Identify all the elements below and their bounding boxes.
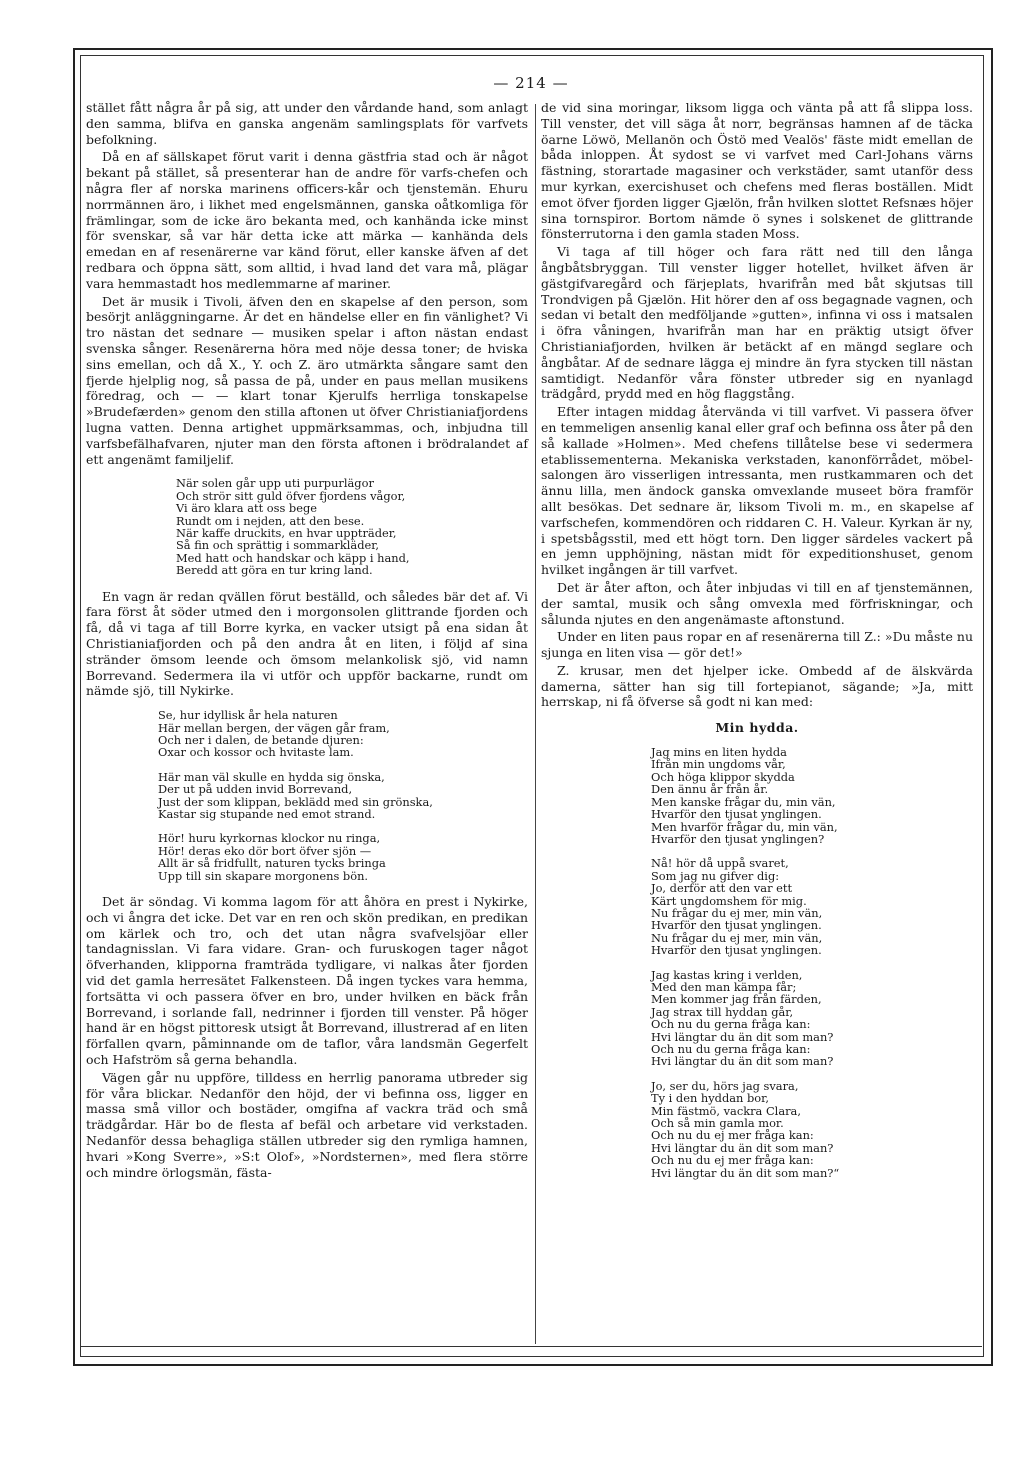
paragraph: Z. krusar, men det hjelper icke. Ombedd af de älskvärda damerna, sätter han sig till fortepianot, sägande; »Ja, mitt herrskap, ni få öfverse så godt ni kan med: xyxy=(541,662,973,710)
poem-line: Här man väl skulle en hydda sig önska, xyxy=(158,769,385,784)
paragraph: Efter intagen middag återvända vi till varfvet. Vi passera öfver en temmeligen ansenlig kanal eller graf och befinna oss åter på den så kallade »Holmen». Med chefens tillåtelse bese vi sedermera etablissementerna. Mekaniska verkstaden, kanonförrådet, möbel-salongen äro visserligen intressanta, men rustkammaren och det ännu lilla, men ändock ganska omvexlande museet böra framför allt besökas. Det sednare är, liksom Tivoli m. m., en skapelse af varfschefen, kommendören och riddaren C. H. Valeur. Kyrkan är ny, i spetsbågsstil, med ett högt torn. Den ligger särdeles vackert på en jemn upphöjning, nästan midt för expeditionshuset, genom hvilket ingången är till varfvet. xyxy=(541,404,973,578)
poem-line: Med den man kämpa får; xyxy=(651,979,797,994)
bottom-rule xyxy=(80,1346,982,1347)
poem-line: Jag mins en liten hydda xyxy=(651,745,787,760)
poem-line: Der ut på udden invid Borrevand, xyxy=(158,782,353,797)
poem-stanza xyxy=(651,969,973,1068)
left-column xyxy=(86,100,528,1182)
poem-line: Och höga klippor skydda xyxy=(651,769,795,784)
poem-line: Ifrån min ungdoms vår, xyxy=(651,757,786,772)
poem-line: Som jag nu gifver dig: xyxy=(651,868,780,883)
poem-line: Den ännu år från år. xyxy=(651,782,769,797)
poem-line: Nu frågar du ej mer, min vän, xyxy=(651,930,823,945)
poem-stanza xyxy=(651,746,973,845)
poem-line: Och strör sitt guld öfver fjordens vågor, xyxy=(176,488,406,503)
poem-line: Hvi längtar du än dit som man?“ xyxy=(651,1165,840,1180)
poem-line: Hör! deras eko dör bort öfver sjön — xyxy=(158,843,372,858)
poem-title: Min hydda. xyxy=(715,720,799,736)
paragraph: Det är åter afton, och åter inbjudas vi till en af tjenstemännen, der samtal, musik och sång omvexla med förfriskningar, och sålunda njutes en den angenämaste aftonstund. xyxy=(541,579,973,627)
poem-line: Med hatt och handskar och käpp i hand, xyxy=(176,550,410,565)
paragraph: Under en liten paus ropar en af resenärerna till Z.: »Du måste nu sjunga en liten visa — gör det!» xyxy=(541,629,973,661)
poem-line: Nå! hör då uppå svaret, xyxy=(651,856,789,871)
poem-line: Kärt ungdomshem för mig. xyxy=(651,893,807,908)
right-column xyxy=(541,100,973,1191)
poem-line: Hvarför den tjusat ynglingen. xyxy=(651,943,822,958)
poem-stanza xyxy=(651,857,973,956)
paragraph: Det är musik i Tivoli, äfven den en skapelse af den person, som besörjt anläggningarne. Är det en händelse eller en fin vänlighet? Vi tro nästan det sednare — musiken spelar i afton nästan endast svenska sånger. Resenärerna höra med nöje dessa toner; de hviska sins emellan, och då X., Y. och Z. äro utmärkta sångare samt den fjerde hjelplig nog, så passa de på, under en paus mellan musikens föredrag, och — — klart tonar Kjerulfs herrliga tonskapelse »Brudefærden» genom den stilla aftonen ut öfver Christianiafjordens lugna vatten. Denna artighet uppmärksammas, och, inbjudna till varfsbefälhafvaren, njuter man den första aftonen i brödralandet af ett angenämt familjelif. xyxy=(86,293,528,467)
paragraph: Då en af sällskapet förut varit i denna gästfria stad och är något bekant på stället, så presenterar han de andre för varfs-chefen och några fler af norska marinens officers-kår och tjenstemän. Ehuru norrmännen äro, i likhet med engelsmännen, ganska oåtkomliga för främlingar, som de icke äro bekanta med, och kanhända icke minst för svenskar, så var här detta icke att märka — kanhända dels emedan en af resenärerne var känd förut, eller kanske äfven af det redbara och öppna sätt, som alltid, i hvad land det vara må, plägar vara hemmastadt hos medlemmarne af mariner. xyxy=(86,149,528,291)
poem-stanza xyxy=(651,1080,973,1179)
page-number: — 214 — xyxy=(493,74,569,92)
poem-line: Kastar sig stupande ned emot strand. xyxy=(158,807,376,821)
poem-line: Men kanske frågar du, min vän, xyxy=(651,794,836,809)
poem-line: När kaffe druckits, en hvar uppträder, xyxy=(176,525,397,540)
poem-min-hydda xyxy=(541,746,973,1179)
poem-line: När solen går upp uti purpurlägor xyxy=(176,476,374,491)
poem-stanza xyxy=(158,709,528,759)
poem-stanza xyxy=(158,771,528,821)
poem-stanza xyxy=(176,477,528,576)
poem-line: Så fin och sprättig i sommarkläder, xyxy=(176,538,380,553)
poem-line: Allt är så fridfullt, naturen tycks bringa xyxy=(158,856,386,871)
poem-line: Upp till sin skapare morgonens bön. xyxy=(158,868,369,883)
poem-line: Ty i den hyddan bor, xyxy=(651,1091,769,1106)
poem-line: Jo, ser du, hörs jag svara, xyxy=(651,1078,799,1093)
poem-line: Och nu du ej mer fråga kan: xyxy=(651,1128,814,1143)
poem-line: Hvarför den tjusat ynglingen? xyxy=(651,831,825,846)
paragraph: Det är söndag. Vi komma lagom för att åhöra en prest i Nykirke, och vi ångra det icke. Det var en ren och skön predikan, en predikan om kärlek och tro, och det utan några svafvelsjöar eller tandagnisslan. Vi fara vidare. Gran- och furuskogen tager något öfverhanden, klipporna framträda tydligare, vi nalkas åter fjorden vid det gamla herresätet Falkensteen. Då ingen tyckes vara hemma, fortsätta vi och passera öfver en bro, under hvilken en bäck från Borrevand, i sorlande fall, nedrinner i fjorden till venster. På höger hand är en högst pittoresk utsigt åt Borrevand, illustrerad af en liten förfallen qvarn, påminnande om de taflor, våra landsmän Gegerfelt och Hafström så gerna behandla. xyxy=(86,894,528,1067)
poem-line: Hvi längtar du än dit som man? xyxy=(651,1054,834,1069)
poem-idyll xyxy=(86,709,528,882)
poem-line: Nu frågar du ej mer, min vän, xyxy=(651,905,823,920)
poem-stanza xyxy=(158,832,528,882)
poem-solen xyxy=(86,477,528,576)
poem-line: Här mellan bergen, der vägen går fram, xyxy=(158,720,390,735)
poem-line: Men hvarför frågar du, min vän, xyxy=(651,819,838,834)
paragraph: Vi taga af till höger och fara rätt ned till den långa ångbåtsbryggan. Till venster ligger hotellet, hvilket äfven är gästgifvaregård och färjeplats, hvarifrån med båt skjutsas till Trondvigen på Gjælön. Hit hörer den af oss begagnade vagnen, och sedan vi betalt den medföljande »gutten», infinna vi oss i matsalen i öfra våningen, hvarifrån man har en präktig utsigt öfver Christianiafjorden, hvilken är betäckt af en mängd seglare och ångbåtar. Af de sednare lägga ej mindre än fyra stycken till nästan samtidigt. Nedanför våra fönster utbreder sig en nyanlagd trädgård, prydd med en hög flaggstång. xyxy=(541,244,973,402)
paragraph: En vagn är redan qvällen förut beställd, och således bär det af. Vi fara först åt söder utmed den i morgonsolen glittrande fjorden och få, då vi taga af till Borre kyrka, en vacker utsigt på ena sidan åt Christianiafjorden och på den andra åt en liten, i följd af sina stränder ömsom leende och ömsom melankolisk sjö, vid namn Borrevand. Sedermera ila vi utför och uppför backarne, rundt om nämde sjö, till Nykirke. xyxy=(86,588,528,699)
poem-line: Min fästmö, vackra Clara, xyxy=(651,1103,801,1118)
poem-line: Jag strax till hyddan går, xyxy=(651,1004,794,1019)
poem-line: Och nu du ej mer fråga kan: xyxy=(651,1153,814,1168)
poem-line: Jo, derför att den var ett xyxy=(651,881,793,896)
paragraph: stället fått några år på sig, att under den vårdande hand, som anlagt den samma, blifva en ganska angenäm samlingsplats för varfvets befolkning. xyxy=(86,100,528,147)
poem-line: Just der som klippan, beklädd med sin grönska, xyxy=(158,794,433,809)
poem-line: Men kommer jag från färden, xyxy=(651,992,822,1007)
poem-line: Beredd att göra en tur kring land. xyxy=(176,563,373,578)
column-divider xyxy=(535,104,536,1344)
poem-line: Vi äro klara att oss bege xyxy=(176,501,317,516)
paragraph: Vägen går nu uppföre, tilldess en herrlig panorama utbreder sig för våra blickar. Nedanför den höjd, der vi befinna oss, ligger en massa små villor och bostäder, omgifna af vackra träd och små trädgårdar. Här bo de flesta af befäl och arbetare vid verkstaden. Nedanför dessa behagliga ställen utbreder sig den rymliga hamnen, hvari »Kong Sverre», »S:t Olof», »Nordsternen», med flera större och mindre örlogsmän, fästa- xyxy=(86,1069,528,1180)
poem-line: Jag kastas kring i verlden, xyxy=(651,967,803,982)
paragraph: de vid sina moringar, liksom ligga och vänta på att få slippa loss. Till venster, det vill säga åt norr, begränsas hamnen af de täcka öarne Löwö, Mellanön och Östö med Vealös' fäste midt emellan de båda inloppen. Åt sydost se vi varfvet med Carl-Johans värns fästning, storartade magasiner och verkstäder, samt utanför dess mur kyrkan, exercishuset och chefens med fleras boställen. Midt emot öfver fjorden ligger Gjælön, från hvilken slottet Refsnæs höjer sina tornspiror. Bortom nämde ö synes i solskenet de glittrande fönsterrutorna i den gamla staden Moss. xyxy=(541,100,973,242)
poem-line: Och nu du gerna fråga kan: xyxy=(651,1042,811,1057)
poem-line: Och så min gamla mor. xyxy=(651,1116,784,1131)
poem-line: Hvi längtar du än dit som man? xyxy=(651,1140,834,1155)
poem-line: Hvarför den tjusat ynglingen. xyxy=(651,807,822,822)
poem-line: Oxar och kossor och hvitaste lam. xyxy=(158,745,354,760)
poem-line: Se, hur idyllisk år hela naturen xyxy=(158,708,338,723)
poem-line: Hör! huru kyrkornas klockor nu ringa, xyxy=(158,831,381,846)
poem-line: Och nu du gerna fråga kan: xyxy=(651,1017,811,1032)
poem-line: Rundt om i nejden, att den bese. xyxy=(176,513,365,528)
poem-line: Hvarför den tjusat ynglingen. xyxy=(651,918,822,933)
poem-line: Och ner i dalen, de betande djuren: xyxy=(158,732,364,747)
poem-line: Hvi längtar du än dit som man? xyxy=(651,1029,834,1044)
